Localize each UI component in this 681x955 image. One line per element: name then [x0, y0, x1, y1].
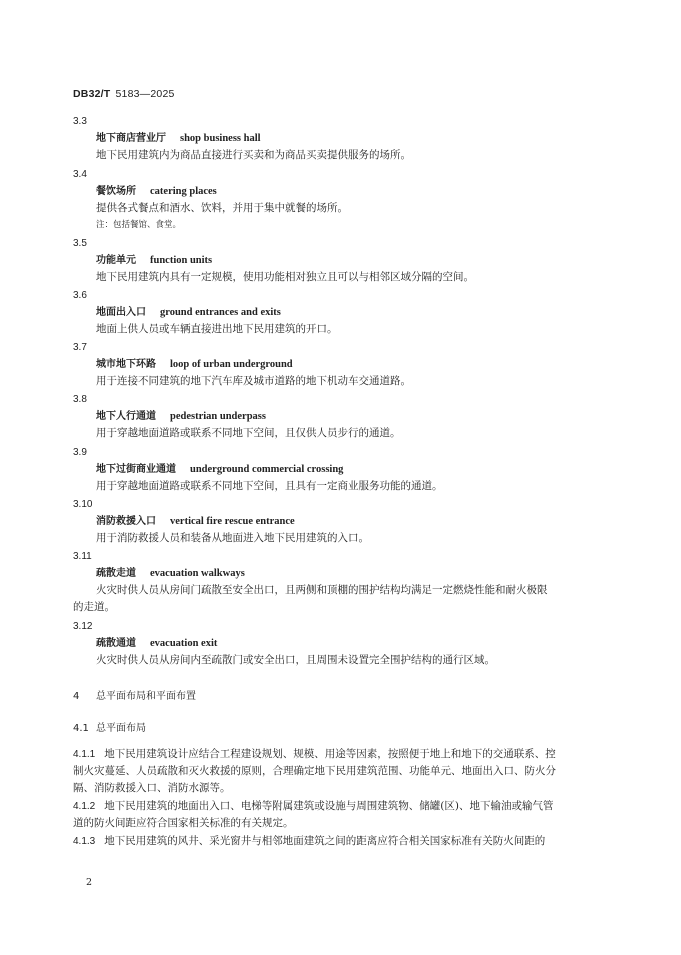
- standard-prefix: DB32/T: [73, 88, 111, 100]
- term-definition: 地面上供人员或车辆直接进出地下民用建筑的开口。: [96, 323, 338, 335]
- term-en: shop business hall: [180, 133, 261, 144]
- term-zh: 疏散通道: [96, 638, 136, 649]
- section-number: 4: [73, 691, 80, 702]
- standard-number: 5183—2025: [115, 88, 175, 100]
- section-title: 总平面布局和平面布置: [96, 691, 196, 702]
- term-heading: [96, 410, 266, 423]
- clause-number: 3.8: [73, 394, 87, 405]
- term-en: catering places: [150, 186, 217, 197]
- term-zh: 疏散走道: [96, 568, 136, 579]
- term-heading: [96, 132, 261, 145]
- term-heading: [96, 306, 281, 319]
- term-en: underground commercial crossing: [190, 464, 344, 475]
- term-en: ground entrances and exits: [160, 307, 281, 318]
- term-en: vertical fire rescue entrance: [170, 516, 295, 527]
- term-en: loop of urban underground: [170, 359, 293, 370]
- term-zh: 功能单元: [96, 255, 136, 266]
- paragraph-text: 地下民用建筑的风井、采光窗井与相邻地面建筑之间的距离应符合相关国家标准有关防火间距的: [104, 835, 546, 847]
- paragraph-number: 4.1.3: [73, 836, 96, 847]
- subsection-heading: [73, 722, 146, 735]
- paragraph-text: 地下民用建筑设计应结合工程建设规划、规模、用途等因素，按照便于地上和地下的交通联系、控: [104, 748, 556, 760]
- term-definition-continued: 的走道。: [73, 601, 115, 613]
- term-definition: 用于穿越地面道路或联系不同地下空间，且仅供人员步行的通道。: [96, 427, 401, 439]
- paragraph-number: 4.1.1: [73, 749, 96, 760]
- term-zh: 城市地下环路: [96, 359, 156, 370]
- clause-number: 3.5: [73, 238, 87, 249]
- paragraph-line: 道的防火间距应符合国家相关标准的有关规定。: [73, 817, 294, 829]
- term-en: function units: [150, 255, 213, 266]
- term-heading: [96, 515, 295, 528]
- term-heading: [96, 254, 212, 267]
- paragraph-line: 隔、消防救援入口、消防水源等。: [73, 782, 231, 794]
- page-number: 2: [86, 877, 93, 888]
- term-definition: 用于穿越地面道路或联系不同地下空间，且具有一定商业服务功能的通道。: [96, 480, 443, 492]
- section-heading: [73, 690, 196, 703]
- clause-number: 3.3: [73, 116, 87, 127]
- document-code: [73, 88, 175, 100]
- term-heading: [96, 185, 217, 198]
- term-zh: 地面出入口: [96, 307, 146, 318]
- term-en: pedestrian underpass: [170, 411, 266, 422]
- subsection-title: 总平面布局: [96, 723, 146, 734]
- term-heading: [96, 463, 343, 476]
- term-heading: [96, 567, 245, 580]
- term-zh: 地下过街商业通道: [96, 464, 176, 475]
- term-definition: 用于连接不同建筑的地下汽车库及城市道路的地下机动车交通道路。: [96, 375, 411, 387]
- paragraph-text: 地下民用建筑的地面出入口、电梯等附属建筑或设施与周围建筑物、储罐(区)、地下输油或输气管: [104, 800, 554, 812]
- clause-number: 3.7: [73, 342, 87, 353]
- term-definition: 用于消防救援人员和装备从地面进入地下民用建筑的入口。: [96, 532, 369, 544]
- term-definition: 地下民用建筑内具有一定规模，使用功能相对独立且可以与相邻区域分隔的空间。: [96, 271, 474, 283]
- paragraph-line: 制火灾蔓延、人员疏散和灭火救援的原则，合理确定地下民用建筑范围、功能单元、地面出入口、防火分: [73, 765, 556, 777]
- clause-number: 3.4: [73, 169, 87, 180]
- term-definition: 火灾时供人员从房间内至疏散门或安全出口，且周围未设置完全围护结构的通行区域。: [96, 654, 495, 666]
- clause-number: 3.10: [73, 499, 93, 510]
- term-heading: [96, 358, 293, 371]
- subsection-number: 4.1: [73, 723, 89, 734]
- term-definition: 提供各式餐点和酒水、饮料，并用于集中就餐的场所。: [96, 202, 348, 214]
- clause-number: 3.11: [73, 551, 92, 562]
- term-definition: 地下民用建筑内为商品直接进行买卖和为商品买卖提供服务的场所。: [96, 149, 411, 161]
- term-heading: [96, 637, 217, 650]
- clause-number: 3.6: [73, 290, 87, 301]
- clause-number: 3.9: [73, 447, 87, 458]
- term-zh: 地下商店营业厅: [96, 133, 166, 144]
- clause-number: 3.12: [73, 621, 93, 632]
- paragraph-line: [73, 800, 553, 813]
- term-zh: 餐饮场所: [96, 186, 136, 197]
- term-note: 注：包括餐馆、食堂。: [96, 220, 182, 230]
- paragraph-line: [73, 748, 556, 761]
- paragraph-line: [73, 835, 545, 848]
- term-zh: 消防救援入口: [96, 516, 156, 527]
- term-en: evacuation exit: [150, 638, 218, 649]
- term-zh: 地下人行通道: [96, 411, 156, 422]
- paragraph-number: 4.1.2: [73, 801, 96, 812]
- term-definition: 火灾时供人员从房间门疏散至安全出口，且两侧和顶棚的围护结构均满足一定燃烧性能和耐火极限: [96, 584, 548, 596]
- term-en: evacuation walkways: [150, 568, 245, 579]
